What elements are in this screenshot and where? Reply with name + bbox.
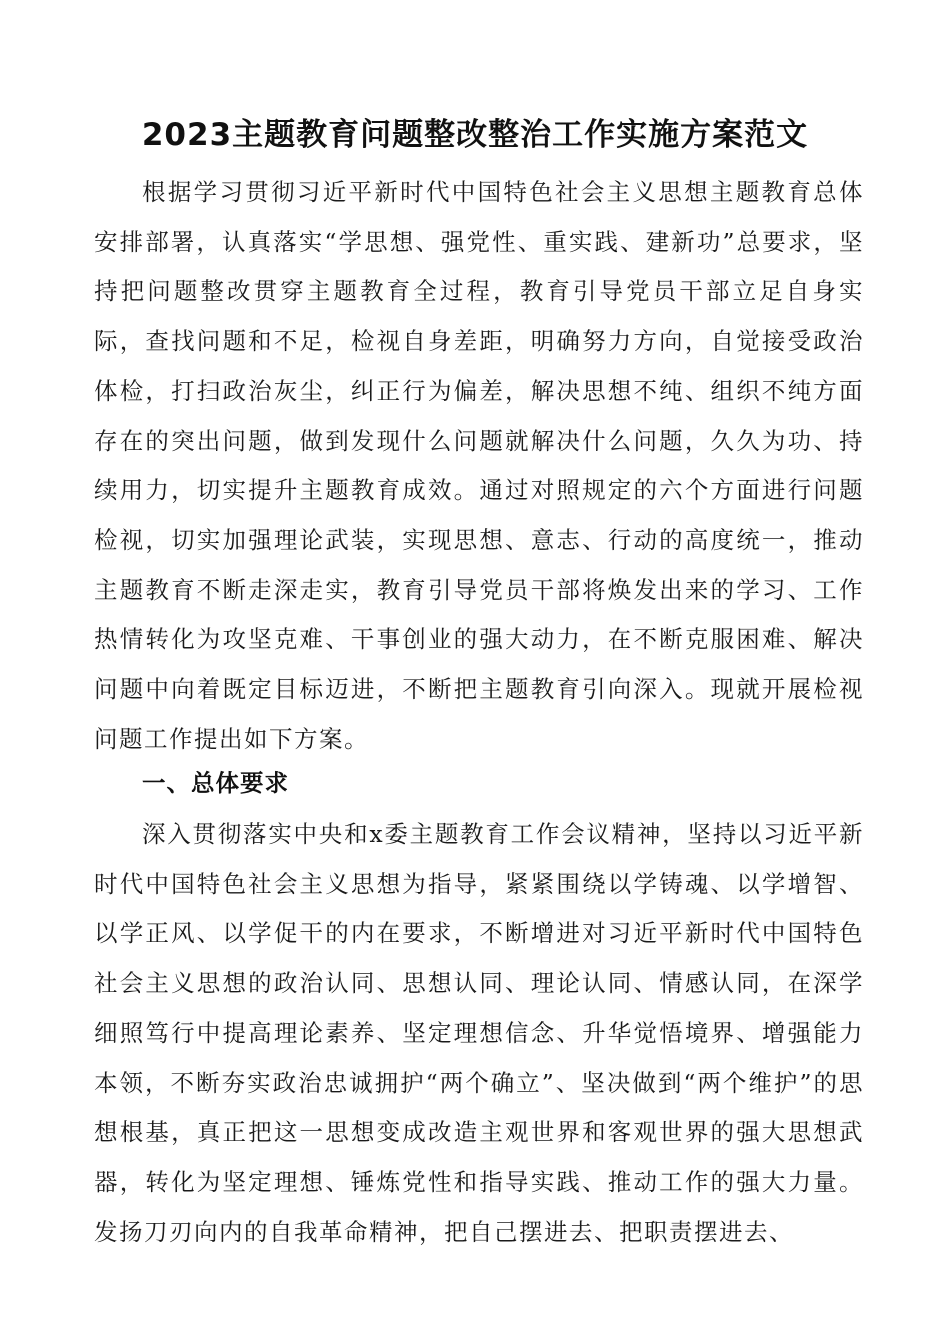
overall-requirements-paragraph: 深入贯彻落实中央和x委主题教育工作会议精神，坚持以习近平新时代中国特色社会主义思想为指导，紧紧围绕以学铸魂、以学增智、以学正风、以学促干的内在要求，不断增进对习近平新时代中国特色社会主义思想的政治认同、思想认同、理论认同、情感认同，在深学细照笃行中提高理论素养、坚定理想信念、升华觉悟境界、增强能力本领，不断夯实政治忠诚拥护“两个确立”、坚决做到“两个维护”的思想根基，真正把这一思想变成改造主观世界和客观世界的强大思想武器，转化为坚定理想、锤炼党性和指导实践、推动工作的强大力量。发扬刀刃向内的自我革命精神，把自己摆进去、把职责摆进去、 (94, 820, 864, 1246)
intro-paragraph: 根据学习贯彻习近平新时代中国特色社会主义思想主题教育总体安排部署，认真落实“学思想、强党性、重实践、建新功”总要求，坚持把问题整改贯穿主题教育全过程，教育引导党员干部立足自身实际，查找问题和不足，检视自身差距，明确努力方向，自觉接受政治体检，打扫政治灰尘，纠正行为偏差，解决思想不纯、组织不纯方面存在的突出问题，做到发现什么问题就解决什么问题，久久为功、持续用力，切实提升主题教育成效。通过对照规定的六个方面进行问题检视，切实加强理论武装，实现思想、意志、行动的高度统一，推动主题教育不断走深走实，教育引导党员干部将焕发出来的学习、工作热情转化为攻坚克难、干事创业的强大动力，在不断克服困难、解决问题中向着既定目标迈进，不断把主题教育引向深入。现就开展检视问题工作提出如下方案。 (94, 178, 864, 753)
section-heading-overall-requirements: 一、总体要求 (142, 769, 289, 797)
document-title: 2023主题教育问题整改整治工作实施方案范文 (141, 117, 809, 153)
